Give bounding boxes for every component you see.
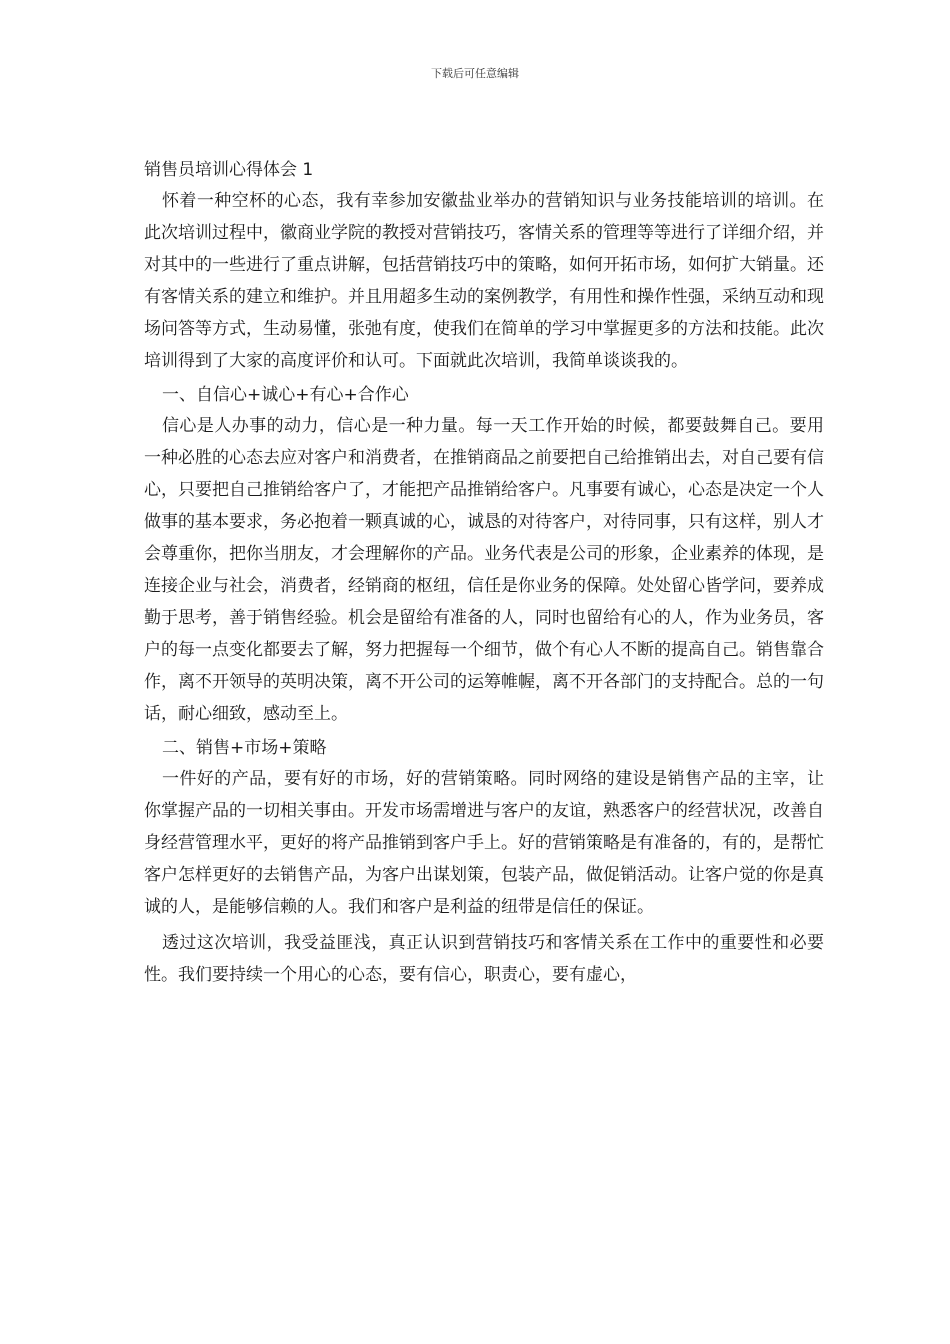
paragraph-closing: 透过这次培训，我受益匪浅，真正认识到营销技巧和客情关系在工作中的重要性和必要性。我们要持续一个用心的心态，要有信心，职责心，要有虚心，: [144, 932, 824, 986]
paragraph-intro: 怀着一种空杯的心态，我有幸参加安徽盐业举办的营销知识与业务技能培训的培训。在此次培训过程中，徽商业学院的教授对营销技巧，客情关系的管理等等进行了详细介绍，并对其中的一些进行了重点讲解，包括营销技巧中的策略，如何开拓市场，如何扩大销量。还有客情关系的建立和维护。并且用超多生动的案例教学，有用性和操作性强，采纳互动和现场问答等方式，生动易懂，张弛有度，使我们在简单的学习中掌握更多的方法和技能。此次培训得到了大家的高度评价和认可。下面就此次培训，我简单谈谈我的。: [144, 191, 824, 372]
page-header-note: 下载后可任意编辑: [431, 67, 519, 80]
document-body: [144, 157, 824, 991]
paragraph-section-1: 信心是人办事的动力，信心是一种力量。每一天工作开始的时候，都要鼓舞自己。要用一种必胜的心态去应对客户和消费者，在推销商品之前要把自己给推销出去，对自己要有信心，只要把自己推销给客户了，才能把产品推销给客户。凡事要有诚心，心态是决定一个人做事的基本要求，务必抱着一颗真诚的心，诚恳的对待客户，对待同事，只有这样，别人才会尊重你，把你当朋友，才会理解你的产品。业务代表是公司的形象，企业素养的体现，是连接企业与社会，消费者，经销商的枢纽，信任是你业务的保障。处处留心皆学问，要养成勤于思考，善于销售经验。机会是留给有准备的人，同时也留给有心的人，作为业务员，客户的每一点变化都要去了解，努力把握每一个细节，做个有心人不断的提高自己。销售靠合作，离不开领导的英明决策，离不开公司的运筹帷幄，离不开各部门的支持配合。总的一句话，耐心细致，感动至上。: [144, 415, 824, 725]
section-heading-2: 二、销售+市场+策略: [162, 737, 327, 758]
paragraph-section-2: 一件好的产品，要有好的市场，好的营销策略。同时网络的建设是销售产品的主宰，让你掌握产品的一切相关事由。开发市场需增进与客户的友谊，熟悉客户的经营状况，改善自身经营管理水平，更好的将产品推销到客户手上。好的营销策略是有准备的，有的，是帮忙客户怎样更好的去销售产品，为客户出谋划策，包装产品，做促销活动。让客户觉的你是真诚的人，是能够信赖的人。我们和客户是利益的纽带是信任的保证。: [144, 768, 824, 917]
section-heading-1: 一、自信心+诚心+有心+合作心: [162, 384, 409, 405]
document-title: 销售员培训心得体会 1: [144, 160, 314, 180]
